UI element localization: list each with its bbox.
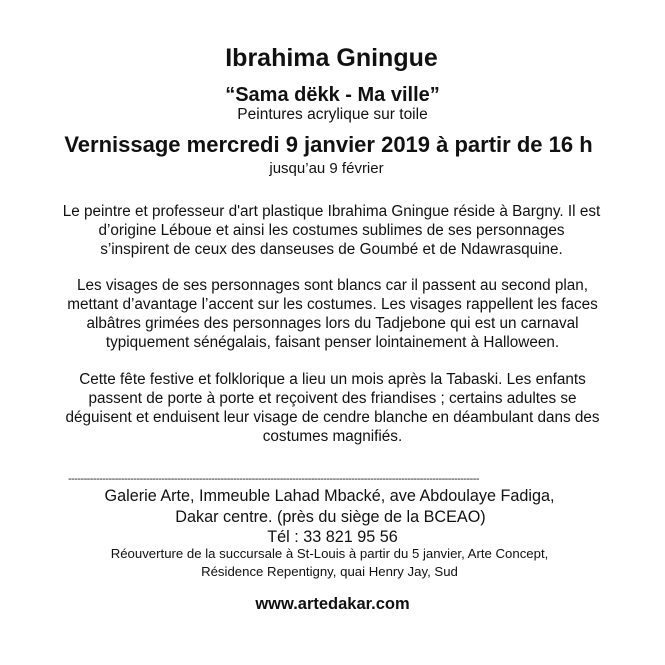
exhibition-end-date: jusqu’au 9 février: [269, 160, 384, 177]
medium-subtitle: Peintures acrylique sur toile: [237, 106, 428, 123]
gallery-address-line-1: Galerie Arte, Immeuble Lahad Mbacké, ave Abdoulaye Fadiga,: [104, 487, 555, 505]
paragraph-line: Les visages de ses personnages sont blancs car il passent au second plan,: [76, 277, 589, 294]
gallery-phone: Tél : 33 821 95 56: [267, 528, 398, 546]
paragraph-line: passent de porte à porte et reçoivent des friandises ; certains adultes se: [88, 390, 577, 407]
dashed-separator: ------------------------------------------------------------------------------------------------------------------------------------: [68, 474, 479, 484]
branch-info-line-2: Résidence Repentigny, quai Henry Jay, Sud: [201, 564, 458, 579]
paragraph-faces: [0, 276, 665, 352]
paragraph-festival: [0, 370, 665, 446]
paragraph-artist-origin: [0, 202, 664, 259]
paragraph-line: déguisent et enduisent leur visage de cendre blanche en déambulant dans des: [65, 409, 600, 426]
artist-name: Ibrahima Gningue: [225, 44, 438, 72]
paragraph-line: typiquement sénégalais, faisant penser lointainement à Halloween.: [105, 334, 560, 351]
paragraph-line: s’inspirent de ceux des danseuses de Goumbé et de Ndawrasquine.: [100, 241, 563, 258]
vernissage-date: Vernissage mercredi 9 janvier 2019 à partir de 16 h: [64, 132, 593, 157]
branch-info-line-1: Réouverture de la succursale à St-Louis à partir du 5 janvier, Arte Concept,: [110, 546, 549, 561]
paragraph-line: costumes magnifiés.: [262, 428, 403, 445]
paragraph-line: Le peintre et professeur d'art plastique Ibrahima Gningue réside à Bargny. Il est: [62, 203, 601, 220]
paragraph-line: Cette fête festive et folklorique a lieu un mois après la Tabaski. Les enfants: [79, 371, 586, 388]
paragraph-line: d’origine Léboue et ainsi les costumes sublimes de ses personnages: [98, 222, 565, 239]
gallery-address-line-2: Dakar centre. (près du siège de la BCEAO): [175, 508, 486, 526]
exhibition-title: “Sama dëkk - Ma ville”: [225, 84, 440, 106]
paragraph-line: albâtres grimées des personnages lors du Tadjebone qui est un carnaval: [86, 315, 579, 332]
paragraph-line: mettant d’avantage l’accent sur les costumes. Les visages rappellent les faces: [67, 296, 598, 313]
website-link[interactable]: www.artedakar.com: [255, 595, 410, 613]
